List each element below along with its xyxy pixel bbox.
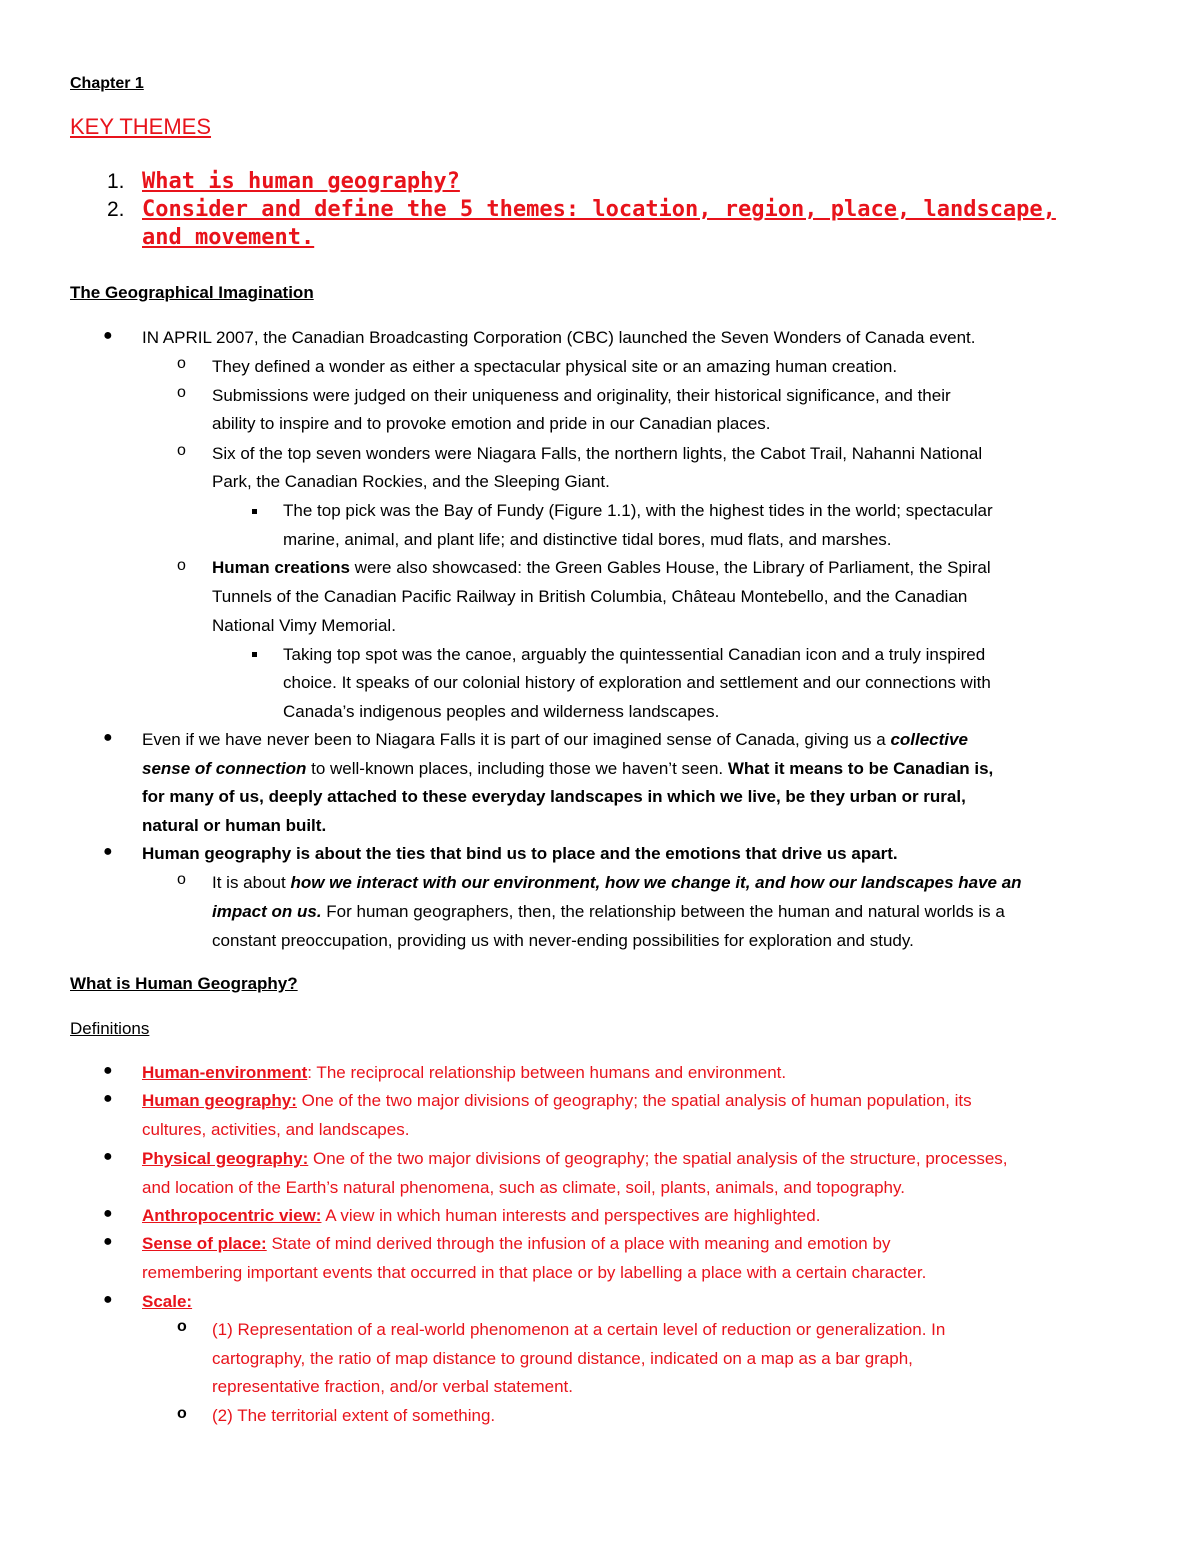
item-text: were also showcased: the Green Gables House, the Library of Parliament, the Spiral [349,558,991,577]
definition-continuation: cartography, the ratio of map distance to ground distance, indicated on a map as a bar graph, [212,1349,913,1368]
definition-subitem: (2) The territorial extent of something. [212,1406,496,1425]
definition-continuation: remembering important events that occurred in that place or by labelling a place with a certain character. [142,1263,927,1282]
list-item-continuation: marine, animal, and plant life; and distinctive tidal bores, mud flats, and marshes. [283,530,892,549]
definition-item [142,1059,786,1087]
definition-continuation: representative fraction, and/or verbal statement. [212,1377,573,1396]
definition-item [142,1145,1008,1173]
section-title-what-is-human-geography: What is Human Geography? [70,974,298,993]
definition-item [142,1288,192,1316]
item-text: Even if we have never been to Niagara Falls it is part of our imagined sense of Canada, giving us a [142,730,891,749]
circle-bullet-icon: o [177,557,186,574]
theme-number-2: 2. [107,198,125,221]
definition-continuation: cultures, activities, and landscapes. [142,1120,410,1139]
bold-term: Human creations [212,558,350,577]
definition-text: One of the two major divisions of geography; the spatial analysis of human population, its [296,1091,972,1110]
bold-italic-phrase: impact on us. [212,902,322,921]
item-text: It is about [212,873,291,892]
circle-bullet-icon: o [177,871,186,888]
bullet-icon: ● [103,327,113,344]
list-item-continuation [212,898,1005,926]
circle-bullet-icon: o [177,384,186,401]
list-item-continuation: National Vimy Memorial. [212,616,396,635]
definition-text: State of mind derived through the infusion of a place with meaning and emotion by [266,1234,891,1253]
circle-bullet-icon: o [177,442,186,459]
bullet-icon: ● [103,1062,113,1079]
list-item: They defined a wonder as either a spectacular physical site or an amazing human creation. [212,357,898,376]
theme-number-1: 1. [107,170,125,193]
bullet-icon: ● [103,1205,113,1222]
bold-italic-phrase: how we interact with our environment, how we change it, and how our landscapes have an [290,873,1022,892]
list-item [212,869,1022,897]
definitions-subtitle: Definitions [70,1019,150,1038]
list-item: Submissions were judged on their uniqueness and originality, their historical significance, and their [212,386,951,405]
italic-phrase: collective [890,730,968,749]
theme-question-2-line-1: Consider and define the 5 themes: location, region, place, landscape, [142,197,1056,222]
list-item-continuation: Canada’s indigenous peoples and wilderness landscapes. [283,702,720,721]
list-item-continuation [142,755,993,783]
definition-item [142,1202,820,1230]
definition-term: Physical geography: [142,1149,309,1168]
definition-term: Scale: [142,1292,193,1311]
definition-term: Human geography: [142,1091,297,1110]
definition-subitem: (1) Representation of a real-world phenomenon at a certain level of reduction or generalization. In [212,1320,946,1339]
definition-continuation: and location of the Earth’s natural phenomena, such as climate, soil, plants, animals, and topography. [142,1178,905,1197]
list-item: IN APRIL 2007, the Canadian Broadcasting Corporation (CBC) launched the Seven Wonders of Canada event. [142,328,976,347]
list-item-continuation: choice. It speaks of our colonial history of exploration and settlement and our connections with [283,673,991,692]
key-themes-heading: KEY THEMES [70,114,212,139]
definition-term: Sense of place: [142,1234,267,1253]
definition-item [142,1087,972,1115]
bullet-icon: ● [103,1233,113,1250]
theme-question-2-line-2: and movement. [142,225,315,250]
list-item: Human geography is about the ties that bind us to place and the emotions that drive us apart. [142,844,898,863]
list-item-continuation: for many of us, deeply attached to these everyday landscapes in which we live, be they urban or rural, [142,787,966,806]
list-item-continuation: natural or human built. [142,816,327,835]
list-item-continuation: Tunnels of the Canadian Pacific Railway in British Columbia, Château Montebello, and the Canadian [212,587,968,606]
definition-item [142,1230,890,1258]
list-item: Taking top spot was the canoe, arguably the quintessential Canadian icon and a truly inspired [283,645,986,664]
chapter-heading: Chapter 1 [70,75,144,92]
circle-bullet-icon: o [177,1405,187,1422]
list-item-continuation: Park, the Canadian Rockies, and the Sleeping Giant. [212,472,610,491]
bullet-icon: ● [103,729,113,746]
item-text: For human geographers, then, the relationship between the human and natural worlds is a [321,902,1005,921]
bullet-icon: ● [103,1291,113,1308]
section-title-geographical-imagination: The Geographical Imagination [70,283,314,302]
square-bullet-icon [252,652,257,657]
bullet-icon: ● [103,1090,113,1107]
list-item-continuation: constant preoccupation, providing us with never-ending possibilities for exploration and study. [212,931,914,950]
bold-phrase: What it means to be Canadian is, [727,759,994,778]
theme-question-1: What is human geography? [142,169,460,194]
definition-text: One of the two major divisions of geography; the spatial analysis of the structure, processes, [308,1149,1008,1168]
italic-phrase: sense of connection [142,759,307,778]
list-item-continuation: ability to inspire and to provoke emotion and pride in our Canadian places. [212,414,771,433]
bullet-icon: ● [103,843,113,860]
list-item: The top pick was the Bay of Fundy (Figure 1.1), with the highest tides in the world; spectacular [283,501,993,520]
square-bullet-icon [252,509,257,514]
definition-term: Human-environment [142,1063,308,1082]
definition-term: Anthropocentric view: [142,1206,322,1225]
item-text: to well-known places, including those we haven’t seen. [306,759,728,778]
list-item [142,726,968,754]
list-item [212,554,991,582]
definition-text: : The reciprocal relationship between humans and environment. [307,1063,787,1082]
list-item: Six of the top seven wonders were Niagara Falls, the northern lights, the Cabot Trail, Nahanni National [212,444,983,463]
circle-bullet-icon: o [177,1318,187,1335]
circle-bullet-icon: o [177,355,186,372]
bullet-icon: ● [103,1148,113,1165]
definition-text: A view in which human interests and perspectives are highlighted. [321,1206,821,1225]
